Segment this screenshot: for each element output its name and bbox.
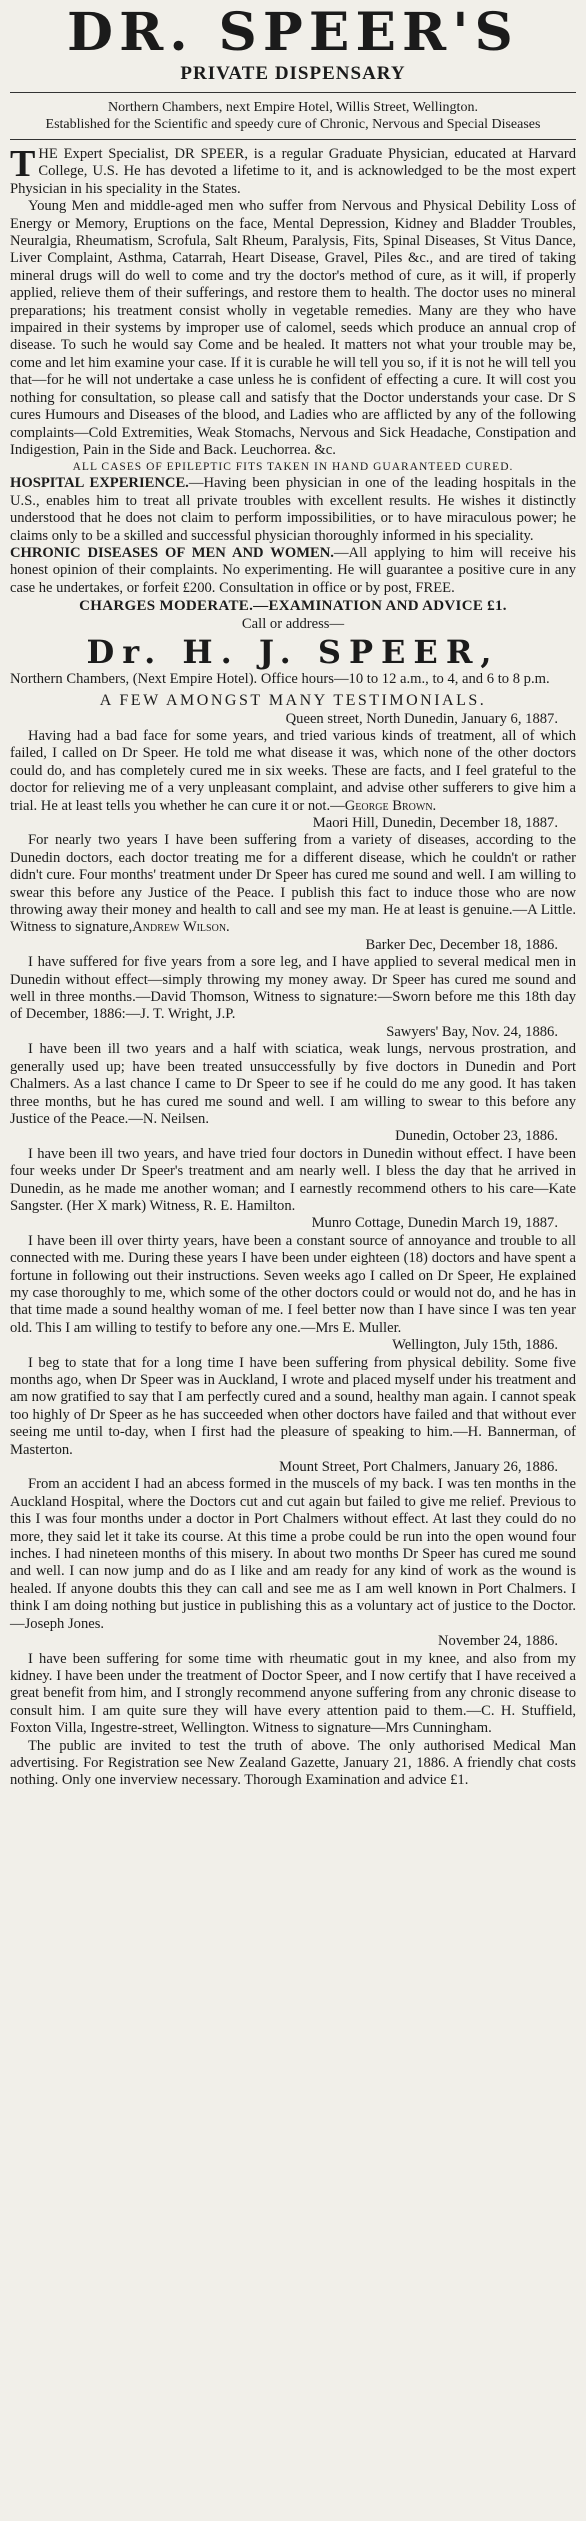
closing-paragraph: The public are invited to test the truth of above. The only authorised Medical Man advertising. For Registration see New Zealand Gazette, January 21, 1886. A friendly chat costs nothing. Only one inverview necessary. Thorough Examination and advice £1.: [10, 1737, 576, 1789]
call-or-address: Call or address—: [241, 616, 345, 633]
address-line-2: Established for the Scientific and speedy cure of Chronic, Nervous and Special Diseases: [45, 117, 541, 132]
testimonial-text: [10, 1041, 576, 1128]
testimonial-body: I beg to state that for a long time I have been suffering from physical debility. Some five months ago, when Dr Speer was in Auckland, I wrote and placed myself under his treatment and am now gratified to say that I am perfectly cured and a sound, healthy man again. I cannot speak too highly of Dr Speer as he has succeeded when other doctors have failed and that without ever seeing me until to-day, when I first had the pleasure of speaking to him.—H. Bannerman, of Masterton.: [10, 1354, 576, 1458]
chronic-text: —All applying to him will receive his honest opinion of their complaints. No experimenting. He will guarantee a positive cure in any case he undertakes, or forfeit £200. Consultation in office or by post, FREE.: [10, 544, 576, 596]
hospital-paragraph: [10, 475, 576, 545]
chronic-paragraph: [10, 545, 576, 597]
masthead-title: DR. SPEER'S: [66, 2, 519, 63]
testimonial-place: Dunedin, October 23, 1886.: [395, 1128, 558, 1145]
doctor-name: Dr. H. J. SPEER,: [86, 633, 500, 672]
testimonial-text: [10, 1146, 576, 1216]
hospital-heading: HOSPITAL EXPERIENCE.: [10, 475, 189, 492]
testimonial-place: Sawyers' Bay, Nov. 24, 1886.: [386, 1023, 558, 1040]
testimonial-place: Wellington, July 15th, 1886.: [392, 1337, 558, 1354]
testimonial-text: [10, 1233, 576, 1337]
testimonial-text: [10, 1355, 576, 1459]
divider: [10, 139, 576, 140]
testimonial-text: [10, 1651, 576, 1738]
testimonial-place: November 24, 1886.: [438, 1633, 558, 1650]
hospital-text: —Having been physician in one of the leading hospitals in the U.S., enables him to treat all private troubles with excellent results. He wishes it distinctly understood that he does not claim to perform impossibilities, or to have miraculous power; he claims only to be a skilled and successful physician thoroughly informed in his speciality.: [10, 475, 577, 544]
testimonial-body: Having had a bad face for some years, and tried various kinds of treatment, all of which failed, I called on Dr Speer. He told me what disease it was, which none of the other doctors could do, and has completely cured me in six weeks. These are facts, and I feel grateful to the doctor for relieving me of a very unpleasant complaint, and advise other sufferers to give him a trial. He at least tells you whether he can cure it or not.—: [10, 727, 576, 814]
testimonial-text: [10, 832, 576, 936]
testimonial-text: [10, 728, 576, 815]
testimonial-body: From an accident I had an abcess formed in the muscels of my back. I was ten months in the Auckland Hospital, where the Doctors cut and cut again but failed to give me relief. Previous to this I was four months under a doctor in Port Chalmers without effect. At last they could do no more, they said let it take its course. At this time a probe could be run into the open wound four inches. I had nineteen months of this misery. In about two months Dr Speer has cured me sound and well. I can now jump and do as I like and am ready for any kind of work as the wound is healed. If anyone doubts this they can call and see me as I am well known in Port Chalmers. I think I am doing nothing but justice in publishing this as a voluntary act of justice to the Doctor.—Joseph Jones.: [10, 1476, 576, 1632]
testimonial-body: I have been ill over thirty years, have been a constant source of annoyance and trouble to all connected with me. During these years I have been under eighteen (18) doctors and have spent a fortune in following out their instructions. Seven weeks ago I called on Dr Speer, He explained my case thoroughly to me, which some of the other doctors could or would not do, and he has in that time made a sound healthy woman of me. I feel better now than I have since I was ten year old. This I am willing to testify to before any one.—Mrs E. Muller.: [10, 1232, 576, 1336]
testimonial-place: Barker Dec, December 18, 1886.: [365, 936, 558, 953]
testimonial-body: I have suffered for five years from a sore leg, and I have applied to several medical men in Dunedin without effect—simply throwing my money away. Dr Speer has cured me sound and well in three months.—David Thomson, Witness to signature:—Sworn before me this 18th day of December, 1886:—J. T. Wright, J.P.: [10, 954, 576, 1023]
office-hours: Northern Chambers, (Next Empire Hotel). Office hours—10 to 12 a.m., to 4, and 6 to 8 p.m.: [10, 671, 550, 688]
address-line-1: Northern Chambers, next Empire Hotel, Willis Street, Wellington.: [108, 100, 478, 115]
testimonials-list: [10, 711, 576, 1738]
testimonial-place: Mount Street, Port Chalmers, January 26, 1886.: [279, 1459, 558, 1476]
testimonial-signature: George Brown.: [344, 797, 437, 814]
intro-text: HE Expert Specialist, DR SPEER, is a regular Graduate Physician, educated at Harvard College, U.S. He has devoted a lifetime to it, and is acknowledged to be the most expert Physician in his speciality in the States.: [10, 146, 576, 197]
chronic-heading: CHRONIC DISEASES OF MEN AND WOMEN.: [10, 544, 334, 561]
epileptic-notice: ALL CASES OF EPILEPTIC FITS TAKEN IN HAND GUARANTEED CURED.: [72, 461, 514, 474]
testimonial-signature: Andrew Wilson.: [132, 919, 230, 936]
testimonial-body: For nearly two years I have been suffering from a variety of diseases, according to the Dunedin doctors, each doctor treating me for a different disease, which he couldn't or rather didn't cure. Four months' treatment under Dr Speer has cured me sound and well. I am willing to swear this before any Justice of the Peace. I publish this fact to induce those who are now throwing away their money and health to call and see my man. He at least is genuine.—A Little. Witness to signature,: [10, 832, 576, 936]
testimonial-body: I have been ill two years and a half with sciatica, weak lungs, nervous prostration, and generally used up; have been treated unsuccessfully by five doctors in Dunedin and Port Chalmers. As a last chance I came to Dr Speer to see if he could do me any good. It has taken three months, but he has cured me sound and well. I am willing to swear to this before any Justice of the Peace.—N. Neilsen.: [10, 1041, 576, 1127]
testimonials-title: A FEW AMONGST MANY TESTIMONIALS.: [99, 691, 487, 709]
testimonial-body: I have been suffering for some time with rheumatic gout in my knee, and also from my kidney. I have been under the treatment of Doctor Speer, and I now certify that I have received a great benefit from him, and I strongly recommend anyone suffering from any chronic disease to consult him. I am quite sure they will have every attention paid to them.—C. H. Stuffield, Foxton Villa, Ingestre-street, Wellington. Witness to signature—Mrs Cunningham.: [10, 1650, 576, 1737]
testimonial-text: [10, 954, 576, 1024]
testimonial-place: Maori Hill, Dunedin, December 18, 1887.: [312, 815, 558, 831]
advertisement: [10, 0, 576, 1790]
charges-line: CHARGES MODERATE.—EXAMINATION AND ADVICE £1.: [79, 598, 507, 615]
dropcap-letter: T: [10, 143, 36, 185]
testimonial-place: Munro Cottage, Dunedin March 19, 1887.: [311, 1215, 558, 1232]
conditions-paragraph: Young Men and middle-aged men who suffer from Nervous and Physical Debility Loss of Energy or Memory, Eruptions on the face, Mental Depression, Kidney and Bladder Troubles, Neuralgia, Rheumatism, Scrofula, Salt Rheum, Paralysis, Fits, Spinal Diseases, St Vitus Dance, Liver Complaint, Asthma, Catarrah, Heart Disease, Gravel, Piles &c., and are tired of taking mineral drugs will do well to come and try the doctor's method of cure, as it will, if properly applied, relieve them of their sufferings, and restore them to health. The doctor uses no mineral preparations; his treatment consist wholly in vegetable remedies. Many are they who have impaired in their systems by improper use of calomel, seeds which produce an annual crop of disease. To such he would say Come and be healed. It matters not what your trouble may be, come and let him examine your case. If it is curable he will tell you so, if it is not he will tell you that—for he will not undertake a case unless he is confident of effecting a cure. It will cost you nothing for consultation, so please call and satisfy that the Doctor understands your case. Dr S cures Humours and Diseases of the blood, and Ladies who are afflicted by any of the following complaints—Cold Extremities, Weak Stomachs, Nervous and Sick Headache, Constipation and Indigestion, Pain in the Side and Back. Leuchorrea. &c.: [10, 198, 576, 458]
intro-paragraph: [10, 143, 576, 198]
masthead-subtitle: PRIVATE DISPENSARY: [180, 63, 406, 84]
testimonial-place: Queen street, North Dunedin, January 6, 1887.: [285, 710, 558, 727]
testimonial-body: I have been ill two years, and have tried four doctors in Dunedin without effect. I have been four weeks under Dr Speer's treatment and am nearly well. I bless the day that he arrived in Dunedin, as he made me another woman; and I earnestly recommend others to his care—Kate Sangster. (Her X mark) Witness, R. E. Hamilton.: [10, 1145, 576, 1214]
divider: [10, 92, 576, 93]
testimonial-text: [10, 1476, 576, 1633]
